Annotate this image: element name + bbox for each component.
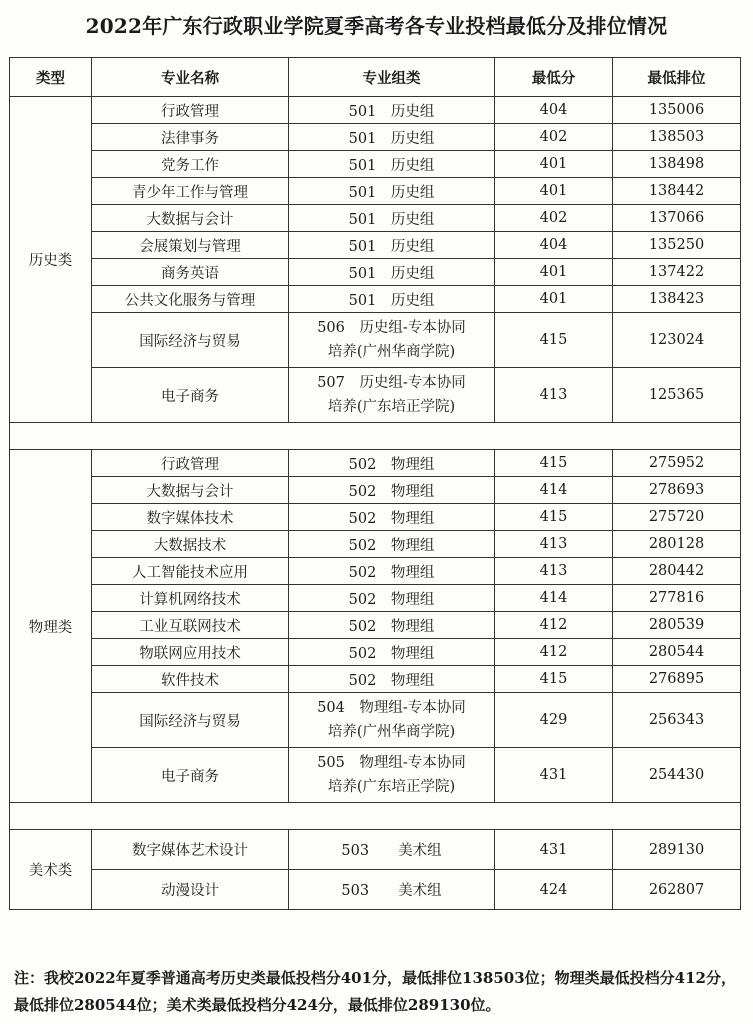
- score-cell: 401: [495, 178, 613, 205]
- rank-cell: 275720: [613, 504, 741, 531]
- score-cell: 415: [495, 666, 613, 693]
- score-cell: 412: [495, 612, 613, 639]
- category-physics: 物理类: [10, 450, 92, 803]
- score-cell: 431: [495, 830, 613, 870]
- category-history: 历史类: [10, 97, 92, 423]
- score-cell: 401: [495, 259, 613, 286]
- rank-cell: 280128: [613, 531, 741, 558]
- group-cell: 502 物理组: [289, 450, 495, 477]
- table-row: [10, 639, 741, 666]
- major-cell: 会展策划与管理: [92, 232, 289, 259]
- major-cell: 法律事务: [92, 124, 289, 151]
- group-cell: 503 美术组: [289, 870, 495, 910]
- group-cell: 502 物理组: [289, 585, 495, 612]
- table-row: [10, 286, 741, 313]
- score-cell: 413: [495, 558, 613, 585]
- major-cell: 物联网应用技术: [92, 639, 289, 666]
- score-cell: 413: [495, 368, 613, 423]
- major-cell: 动漫设计: [92, 870, 289, 910]
- major-cell: 大数据与会计: [92, 477, 289, 504]
- major-cell: 数字媒体技术: [92, 504, 289, 531]
- group-line-1: 504 物理组-专本协同: [317, 700, 466, 716]
- score-cell: 429: [495, 693, 613, 748]
- score-cell: 402: [495, 205, 613, 232]
- rank-cell: 280539: [613, 612, 741, 639]
- header-category: 类型: [10, 58, 92, 97]
- major-cell: 软件技术: [92, 666, 289, 693]
- major-cell: 大数据技术: [92, 531, 289, 558]
- group-line-2: 培养(广州华商学院): [327, 724, 456, 740]
- table-row: [10, 151, 741, 178]
- rank-cell: 123024: [613, 313, 741, 368]
- major-cell: 数字媒体艺术设计: [92, 830, 289, 870]
- major-cell: 公共文化服务与管理: [92, 286, 289, 313]
- rank-cell: 137422: [613, 259, 741, 286]
- major-cell: 大数据与会计: [92, 205, 289, 232]
- table-row: [10, 558, 741, 585]
- group-cell: 503 美术组: [289, 830, 495, 870]
- rank-cell: 138423: [613, 286, 741, 313]
- group-cell: 501 历史组: [289, 286, 495, 313]
- rank-cell: 125365: [613, 368, 741, 423]
- major-cell: 行政管理: [92, 450, 289, 477]
- group-cell: 501 历史组: [289, 259, 495, 286]
- page-title: 2022年广东行政职业学院夏季高考各专业投档最低分及排位情况: [85, 14, 668, 38]
- group-line-2: 培养(广东培正学院): [327, 779, 456, 795]
- score-cell: 414: [495, 477, 613, 504]
- table-row: [10, 477, 741, 504]
- score-cell: 415: [495, 504, 613, 531]
- group-cell: 501 历史组: [289, 205, 495, 232]
- table-header-row: [10, 58, 741, 97]
- major-cell: 工业互联网技术: [92, 612, 289, 639]
- score-cell: 413: [495, 531, 613, 558]
- major-cell: 国际经济与贸易: [92, 693, 289, 748]
- rank-cell: 280442: [613, 558, 741, 585]
- header-major: 专业名称: [92, 58, 289, 97]
- group-cell: [289, 693, 495, 748]
- major-cell: 电子商务: [92, 368, 289, 423]
- group-cell: 502 物理组: [289, 666, 495, 693]
- score-cell: 431: [495, 748, 613, 803]
- group-cell: 502 物理组: [289, 477, 495, 504]
- table-row: [10, 748, 741, 803]
- group-cell: 501 历史组: [289, 232, 495, 259]
- score-cell: 404: [495, 97, 613, 124]
- group-line-1: 506 历史组-专本协同: [317, 320, 466, 336]
- score-cell: 415: [495, 450, 613, 477]
- score-cell: 424: [495, 870, 613, 910]
- major-cell: 行政管理: [92, 97, 289, 124]
- group-cell: 502 物理组: [289, 639, 495, 666]
- rank-cell: 254430: [613, 748, 741, 803]
- score-cell: 402: [495, 124, 613, 151]
- header-group: 专业组类: [289, 58, 495, 97]
- table-row: [10, 232, 741, 259]
- table-row: [10, 504, 741, 531]
- group-cell: 501 历史组: [289, 151, 495, 178]
- group-cell: 502 物理组: [289, 504, 495, 531]
- header-min-score: 最低分: [495, 58, 613, 97]
- table-row: [10, 124, 741, 151]
- major-cell: 国际经济与贸易: [92, 313, 289, 368]
- major-cell: 计算机网络技术: [92, 585, 289, 612]
- table-row: [10, 693, 741, 748]
- group-cell: 502 物理组: [289, 531, 495, 558]
- rank-cell: 289130: [613, 830, 741, 870]
- group-cell: 501 历史组: [289, 178, 495, 205]
- group-cell: 502 物理组: [289, 612, 495, 639]
- score-cell: 404: [495, 232, 613, 259]
- score-cell: 415: [495, 313, 613, 368]
- major-cell: 青少年工作与管理: [92, 178, 289, 205]
- table-row: [10, 531, 741, 558]
- separator-row: [10, 423, 741, 450]
- table-row: [10, 830, 741, 870]
- group-line-1: 507 历史组-专本协同: [317, 375, 466, 391]
- rank-cell: 138442: [613, 178, 741, 205]
- category-art: 美术类: [10, 830, 92, 910]
- rank-cell: 135006: [613, 97, 741, 124]
- major-cell: 商务英语: [92, 259, 289, 286]
- admission-score-table: [9, 57, 741, 910]
- group-line-2: 培养(广州华商学院): [327, 344, 456, 360]
- table-row: [10, 450, 741, 477]
- group-cell: [289, 313, 495, 368]
- table-row: [10, 585, 741, 612]
- rank-cell: 138503: [613, 124, 741, 151]
- group-cell: 501 历史组: [289, 97, 495, 124]
- group-cell: [289, 368, 495, 423]
- rank-cell: 276895: [613, 666, 741, 693]
- group-cell: 502 物理组: [289, 558, 495, 585]
- table-row: [10, 205, 741, 232]
- table-row: [10, 666, 741, 693]
- table-row: [10, 870, 741, 910]
- table-row: [10, 259, 741, 286]
- major-cell: 党务工作: [92, 151, 289, 178]
- score-cell: 401: [495, 151, 613, 178]
- group-cell: 501 历史组: [289, 124, 495, 151]
- rank-cell: 277816: [613, 585, 741, 612]
- rank-cell: 280544: [613, 639, 741, 666]
- score-cell: 401: [495, 286, 613, 313]
- rank-cell: 135250: [613, 232, 741, 259]
- score-cell: 412: [495, 639, 613, 666]
- rank-cell: 275952: [613, 450, 741, 477]
- table-row: [10, 178, 741, 205]
- group-line-1: 505 物理组-专本协同: [317, 755, 466, 771]
- group-cell: [289, 748, 495, 803]
- rank-cell: 138498: [613, 151, 741, 178]
- rank-cell: 278693: [613, 477, 741, 504]
- rank-cell: 256343: [613, 693, 741, 748]
- footnote: 注：我校2022年夏季普通高考历史类最低投档分401分，最低排位138503位；物理类最低投档分412分，最低排位280544位；美术类最低投档分424分，最低排位289130位。: [14, 969, 736, 1014]
- major-cell: 电子商务: [92, 748, 289, 803]
- table-row: [10, 612, 741, 639]
- group-line-2: 培养(广东培正学院): [327, 399, 456, 415]
- rank-cell: 137066: [613, 205, 741, 232]
- table-row: [10, 97, 741, 124]
- separator-row: [10, 803, 741, 830]
- table-row: [10, 313, 741, 368]
- score-cell: 414: [495, 585, 613, 612]
- header-min-rank: 最低排位: [613, 58, 741, 97]
- rank-cell: 262807: [613, 870, 741, 910]
- table-row: [10, 368, 741, 423]
- major-cell: 人工智能技术应用: [92, 558, 289, 585]
